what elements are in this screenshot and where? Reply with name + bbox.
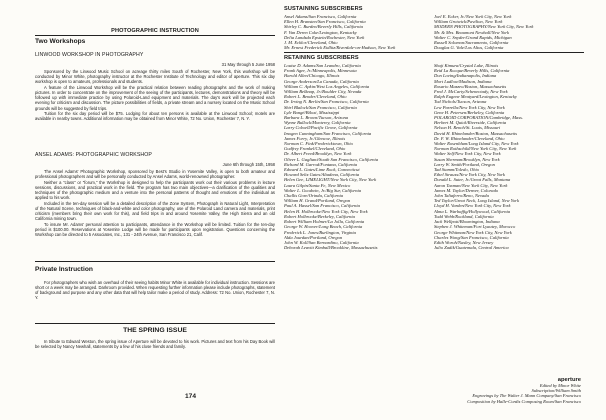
page-number: 174 — [185, 393, 197, 400]
linwood-date: 31 May through 5 June 1958 — [221, 62, 275, 67]
retaining-subscribers-list — [284, 63, 584, 250]
private-rule — [35, 261, 275, 262]
subscriber-name: William H. Grand/Portland, Oregon — [284, 198, 351, 204]
subscriber-name: Mort Ludlow/Madison, Indiana — [434, 78, 492, 84]
subscriber-name: Wynne Bullock/Monterey, California — [284, 120, 351, 126]
subscriber-name: Jack Wellpott/Bloomington, Indiana — [434, 219, 500, 225]
subscriber-name: Godfrey Frankel/Cleveland, Ohio — [284, 146, 346, 152]
subscriber-name: Alma L. Warbaffig/Hollywood, California — [434, 208, 511, 214]
linwood-paragraph-3: Tuition for the six day period will be $75. Lodging for about ten persons is available at the Linwood School; motels are available in nearby towns. Additional information may be obtained from Minor White, 72 No. Union, Rochester 7, N. Y. — [35, 111, 275, 122]
subscriber-name: John W. Koll/San Bernardino, California — [284, 239, 359, 245]
sustaining-subscribers-heading: SUSTAINING SUBSCRIBERS — [284, 6, 363, 12]
ansel-adams-date: June 6th through 15th, 1958 — [222, 162, 275, 167]
subscriber-name: Imogen Cunningham/San Francisco, California — [284, 130, 372, 136]
subscriber-name: Mr. Ernest Frederick Eidlitz/Riverdale-on-Hudson, New York — [284, 45, 396, 51]
subscriber-name: Paul A. Hassel/San Francisco, California — [284, 203, 360, 209]
private-instruction-heading: Private Instruction — [35, 266, 93, 273]
subscriber-name: Dr. Irving N. Berlin/San Francisco, California — [284, 99, 369, 105]
spring-issue-body — [35, 339, 275, 350]
subscriber-name: William C. Apkin/West Los Angeles, California — [284, 83, 370, 89]
subscriber-name: Don Loving/Indianapolis, Indiana — [434, 73, 497, 79]
sustaining-subscribers-list — [284, 14, 584, 50]
spring-issue-heading: THE SPRING ISSUE — [123, 327, 187, 334]
subscriber-name: Ted Taylor/Great Neck, Long Island, New York — [434, 198, 519, 204]
subscriber-name: Mr. & Mrs. Beaumont Newhall/New York — [434, 29, 509, 35]
subscriber-name: Oliver L. Gagliani/South San Francisco, California — [284, 156, 379, 162]
credits-list — [454, 383, 581, 404]
subscriber-name: Lloyd H. Varden/New York City, New York — [434, 203, 511, 209]
ansel-paragraph-4: To insure Mr. Adams' personal attention to participants, attendance in the Workshop will be limited. Tuition for the ten-day period is $100.00. Reservations at Yosemite Lodge will be made for participants upon registration. Questions concerning the Workshop can be directed to 5 Associates, Inc., 131 - 24th Avenue, San Francisco 21, Calif. — [35, 222, 275, 238]
subscriber-name: Aaron Taxman/New York City, New York — [434, 182, 508, 188]
subscriber-name: Challis Gore/Orinda, California — [284, 193, 344, 199]
subscriber-name: Gene H. Petersen/Berkeley, California — [434, 109, 505, 115]
subscriber-name: Russell Solomon/Sacramento, California — [434, 40, 509, 46]
subscriber-name: Shirley C. Burden/Beverly Hills, California — [284, 24, 363, 30]
subscriber-name: John Taliaferro/Reno, Nevada — [434, 193, 489, 199]
subscriber-name: William Belknap, Jr./Boulder City, Nevada — [284, 89, 362, 95]
subscriber-name: Nelson H. Rench/St. Louis, Missouri — [434, 125, 501, 131]
subscriber-name: Rosario Mazzeo/Boston, Massachusetts — [434, 83, 507, 89]
ansel-adams-body — [35, 169, 275, 238]
subscriber-name: Edith Woroh/Nasley, New Jersey — [434, 239, 494, 245]
subscriber-name: F. Van Deren Coke/Lexington, Kentucky — [284, 29, 357, 35]
subscriber-name: Charles Wong/San Francisco, California — [434, 234, 509, 240]
subscriber-name: George Whitman/New York City, New York — [434, 229, 512, 235]
subscriber-name: Dr. F. W. Rhinelander/Cleveland, Ohio — [434, 135, 505, 141]
subscriber-name: Lew Parrella/New York City, New York — [434, 104, 505, 110]
subscriber-name: Alda Jourdan/Portland, Oregon — [284, 234, 343, 240]
top-rule — [35, 35, 275, 36]
subscriber-name: Norman Rothschild/New York City, New York — [434, 146, 517, 152]
aperture-title: aperture — [557, 377, 581, 383]
subscriber-name: Julio Zadik/Guatemala, Central America — [434, 245, 509, 251]
aperture-credits — [454, 377, 581, 404]
credit-line: Composition by Halle-Cordis Composing Room/San Francisco — [467, 398, 581, 404]
subscriber-name: Helen Gee, LIMELIGHT/New York City, New York — [284, 177, 377, 183]
subscriber-name: Shirl Blalock/San Francisco, California — [284, 104, 357, 110]
subscriber-name: Robert Holbrooke/Berkeley, California — [284, 213, 355, 219]
subscriber-name: Stephen J. Whiteman/Fort Lyautey, Morocco — [434, 224, 516, 230]
subscriber-name: MODERN PHOTOGRAPHY/New York City, New York — [434, 24, 534, 30]
right-column — [284, 0, 584, 420]
subscriber-name: Barbara L. Brown/Tucson, Arizona — [284, 115, 349, 121]
subscriber-name: George Anderson/La Canada, California — [284, 78, 359, 84]
subscriber-name: Frank Ager, Jr./Minneapolis, Minnesota — [284, 68, 357, 74]
two-workshops-heading: Two Workshops — [35, 38, 86, 45]
linwood-heading: LINWOOD WORKSHOP IN PHOTOGRAPHY — [35, 52, 144, 58]
subscriber-name: Norman C. Fink/Fredericktown, Ohio — [284, 141, 353, 147]
subscriber-name: Tod Nichols/Tucson, Arizona — [434, 99, 487, 105]
ansel-paragraph-2: Neither a "class" or "forum," the Workshop is designed to help the participants work out their various problems in lecture sessions, discussions, and practical work in the field. The program has two main objectives—a clarification of the qualities and techniques of the photographic medium and a venture into the personal patterns of thought and emotions of the individual as applied to his work. — [35, 179, 275, 201]
subscriber-name: Donald L. Suter, Jr./Great Falls, Montana — [434, 177, 511, 183]
subscriber-name: Robert William Holmer/La Jolla, California — [284, 219, 365, 225]
ansel-paragraph-1: The Ansel Adams' Photographic Workshop, sponsored by Best's Studio in Yosemite Valley, is open to both amateur and professional photographers and will be personally conducted by Ansel Adams, world-renowned photographer. — [35, 169, 275, 180]
ansel-adams-heading: ANSEL ADAMS: PHOTOGRAPHIC WORKSHOP — [35, 152, 152, 158]
subscriber-name: Susan Sherman/Brooklyn, New York — [434, 156, 500, 162]
spring-paragraph-1: In tribute to Edward Weston, the spring issue of Aperture will be devoted to his work. Pictures and text from his Day Book will be selected by Nancy Newhall, statements by a few of his close friends and family. — [35, 339, 275, 350]
ansel-paragraph-3: Included in the ten-day session will be a detailed description of the Zone System, Photograph in Natural Light, Interpretation of the Natural Scene, techniques of black-and-white and color photography, use of the Polaroid Land camera and materials, print criticism (members bring their own work for this), and field trips in and around Yosemite Valley, the High Sierra and an old California mining town. — [35, 200, 275, 222]
private-paragraph-1: For photographers who wish an overhaul of their seeing habits Minor White is available for individual instruction. Sessions are short or a week may be arranged. Darkroom provided. When requesting further information please include photographs, statement of background and purpose and any other data that will help tailor make a period of study. Address: 72 No. Union, Rochester 7, N. Y. — [35, 280, 275, 301]
subscriber-name: Tad Stamm/Toledo, Ohio — [434, 167, 480, 173]
subscriber-name: Laura Gilpin/Santa Fe, New Mexico — [284, 182, 351, 188]
credit-line: Edited by Minor White — [539, 383, 581, 388]
left-column — [35, 0, 275, 420]
sustaining-column-2 — [434, 14, 584, 50]
subscriber-name: Ansel Adams/San Francisco, California — [284, 14, 357, 19]
subscriber-name: David H. Rhinelander/Boston, Massachusetts — [434, 130, 517, 136]
subscriber-name: Larry Colwell/Pacific Grove, California — [284, 125, 358, 131]
sustaining-column-1 — [284, 14, 434, 50]
subscriber-name: Ellen H. Bransten/San Francisco, California — [284, 19, 366, 25]
subscriber-name: Ralph Eugene Meatyard/Lexington, Kentucky — [434, 94, 517, 100]
retaining-column-2 — [434, 63, 584, 250]
private-instruction-body — [35, 280, 275, 301]
subscriber-name: Helen H. Holbrooke/New York City, New York — [284, 208, 368, 214]
subscriber-name: James M. Taylor/Denver, Colorado — [434, 187, 499, 193]
retaining-subscribers-heading: RETAINING SUBSCRIBERS — [284, 55, 359, 61]
linwood-paragraph-1: Sponsored by the Linwood Music School on acreage thirty miles South of Rochester, New York, this workshop will be conducted by Minor White, photography instructor at the Rochester Institute of Technology and editor of aperture. This six day workshop is open to amateurs, professionals and students. — [35, 69, 275, 85]
subscriber-name: Walter L. Goodwin, Jr./Big Sur, California — [284, 187, 362, 193]
subscriber-name: J. M. Ecklor/Cleveland, Ohio — [284, 40, 338, 46]
subscriber-name: Delia Landsda Epstein/Rochester, New York — [284, 34, 365, 40]
subscriber-name: Herbert M. Quick/Riverside, California — [434, 120, 507, 126]
subscriber-name: Lyle Bongé/Biloxi, Mississippi — [284, 109, 340, 115]
subscriber-name: Dr. Albert Freed/Brooklyn, New York — [284, 151, 352, 157]
retaining-column-1 — [284, 63, 434, 250]
subscriber-name: Deborah Leavitt Kimball/Brookline, Massachusetts — [284, 245, 378, 251]
credit-line: Subscription/William Smith — [531, 388, 581, 394]
subscriber-name: Fred J. McCarty/Schenectady, New York — [434, 89, 508, 95]
linwood-body — [35, 69, 275, 122]
subscriber-name: Todd Webb/Rockland, California — [434, 213, 494, 219]
subscriber-name: William Grotwick/Pavilion, New York — [434, 19, 503, 25]
subscriber-name: Walter Rosenblum/Long Island City, New York — [434, 141, 519, 147]
subscriber-name: Reid La Rocque/Beverly Hills, California — [434, 68, 510, 74]
subscriber-name: Louise D. Adams/San Leandro, California — [284, 63, 361, 68]
subscriber-name: Howard Seltz Gates/Altadena, California — [284, 172, 360, 178]
subscriber-name: Richard M. Garrod/Fontana, California — [284, 161, 358, 167]
linwood-paragraph-2: A feature of the Linwood Workshop will be the practical relation between reading photographs and the work of making pictures. In order to concentrate on the improvement of the seeing of the participants, lectures, demonstrations and theory will be followed up with immediate practice by using Polaroid-Land equipment and materials. The day's work will be projected each evening for criticism and discussion. The picture possibilities of fields, a private stream and a nursery located on the Music School grounds will be suggested by field trips. — [35, 84, 275, 111]
subscriber-name: Edward L. Gates/Lime Rock, Connecticut — [284, 167, 360, 173]
subscriber-name: Joel E. Ecker, Jr./New York City, New York — [434, 14, 512, 19]
subscriber-name: Frederick L. Jones/Burlington, Virginia — [284, 229, 356, 235]
subscriber-name: Shuji Kimura/Crystal Lake, Illinois — [434, 63, 499, 68]
subscriber-name: Robert L. Bender/Cleveland, Ohio — [284, 94, 347, 100]
credit-line: Engravings by The Walter J. Mann Company/San Francisco — [472, 393, 581, 399]
spring-rule — [35, 323, 275, 324]
subscriber-name: Larry W. Smith/Portland, Oregon — [434, 161, 495, 167]
subscriber-name: Walter C. Snyder/Grand Rapids, Michigan — [434, 34, 512, 40]
subscriber-name: Harold Allen/Chicago, Illinois — [284, 73, 340, 79]
subscriber-name: POLAROID CORPORATION/Cambridge, Mass. — [434, 115, 523, 121]
subscriber-name: Ethel Strauss/New York City, New York — [434, 172, 505, 178]
photographic-instruction-heading: PHOTOGRAPHIC INSTRUCTION — [111, 28, 199, 34]
subscriber-name: Walter Self/New York City, New York — [434, 151, 501, 157]
subscriber-name: George W. Hoover/Long Beach, California — [284, 224, 363, 230]
subscriber-name: James Forry, Jr./Glencoe, Illinois — [284, 135, 346, 141]
subscriber-name: Douglas G. Vale/Los Altos, California — [434, 45, 504, 51]
retaining-rule — [284, 52, 584, 53]
